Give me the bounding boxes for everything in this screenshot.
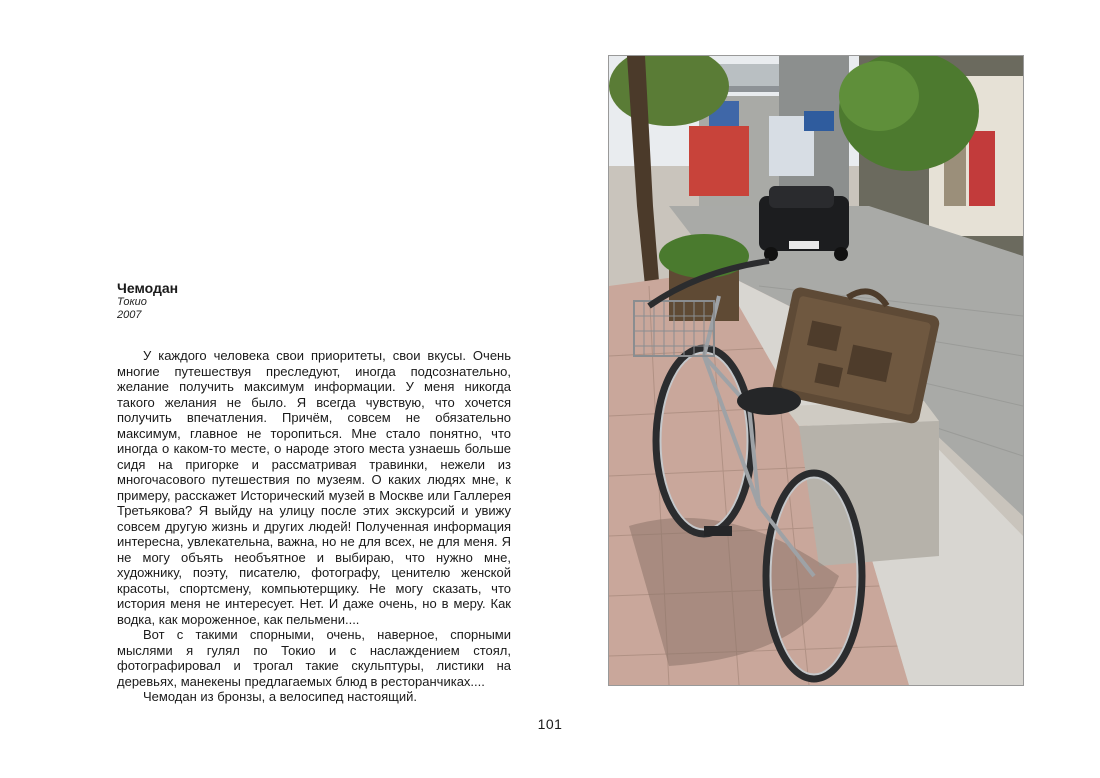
paragraph-1-wrap <box>117 348 511 627</box>
paragraph-1: У каждого человека свои приоритеты, свои вкусы. Очень многие путешествуя преследуют, иногда подсознательно, желание получить максимум информации. У меня никогда такого желания не было. Я всегда чувствую, что хочется получить впечатления. Причём, совсем не обязательно максимум, главное не торопиться. Мне стало понятно, что иногда о каком-то месте, о народе этого места узнаешь больше сидя на пригорке и рассматривая травинки, нежели из многочасового путешествия по музеям. О каких людях мне, к примеру, расскажет Исторический музей в Москве или Галлерея Третьякова? Я выйду на улицу после этих экскурсий и увижу совсем другую жизнь и других людей! Полученная информация интересна, увлекательна, важна, но не для всех, не для меня. Я не могу объять необъятное и выбираю, что нужно мне, художнику, поэту, писателю, фотографу, ценителю женской красоты, спортсмену, компьютерщику. Не могу сказать, что история меня не интересует. Нет. И даже очень, но в меру. Как водка, как мороженное, как пельмени.... <box>117 348 511 627</box>
article-place: Токио <box>117 296 147 308</box>
article-title: Чемодан <box>117 280 179 296</box>
page-number: 101 <box>537 716 563 732</box>
article-body <box>117 348 511 705</box>
paragraph-2-wrap <box>117 627 511 689</box>
photo-illustration <box>609 56 1023 685</box>
paragraph-3-wrap <box>117 689 511 705</box>
street-photo <box>608 55 1024 686</box>
paragraph-2: Вот с такими спорными, очень, наверное, спорными мыслями я гулял по Токио и с наслаждением стоял, фотографировал и трогал такие скульптуры, листики на деревьях, манекены предлагаемых блюд в ресторанчиках.... <box>117 627 511 689</box>
paragraph-3: Чемодан из бронзы, а велосипед настоящий. <box>143 689 417 704</box>
text-column <box>117 280 511 705</box>
article-year: 2007 <box>117 309 142 321</box>
